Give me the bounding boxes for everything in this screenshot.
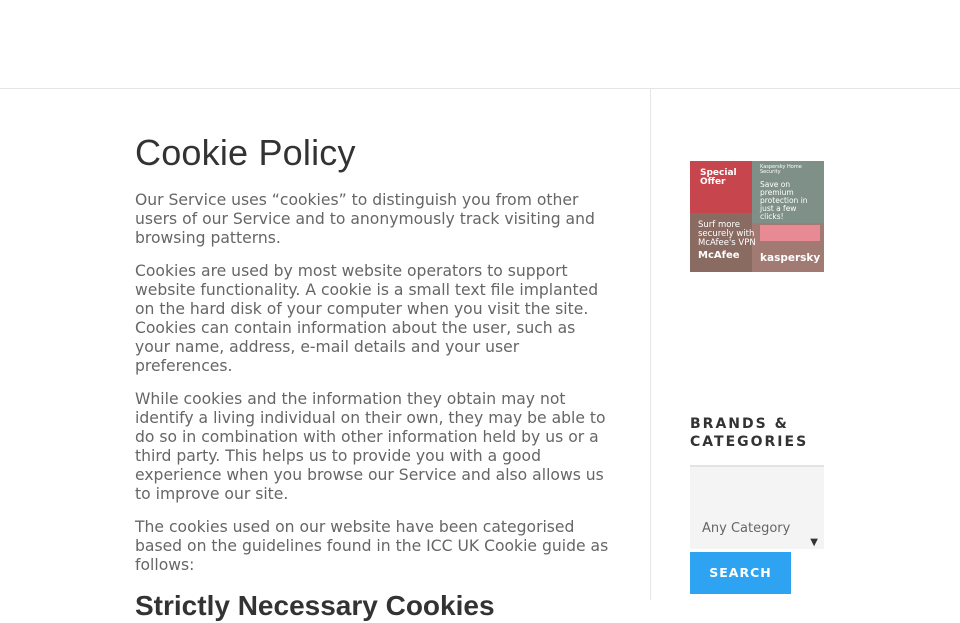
- ad-special-offer: Special Offer: [700, 168, 737, 188]
- kaspersky-logo: kaspersky: [760, 252, 821, 264]
- ad-surf-text: Surf more securely with McAfee's VPN: [698, 220, 756, 248]
- mcafee-logo: McAfee: [698, 250, 740, 261]
- section-heading: Strictly Necessary Cookies: [135, 590, 495, 621]
- widget-title: BRANDS & CATEGORIES: [690, 416, 809, 450]
- ad-banner[interactable]: [690, 161, 824, 272]
- search-button[interactable]: SEARCH: [690, 552, 791, 594]
- category-select-value: Any Category: [702, 521, 791, 536]
- paragraph-identification: While cookies and the information they obtain may not identify a living individual on their own, they may be able to do so in combination with other information held by us or a third party. This helps us to provide you with a good experience when you browse our Service and also allows us to improve our site.: [135, 390, 606, 503]
- page-title: Cookie Policy: [135, 132, 356, 173]
- site-header: [0, 0, 960, 89]
- paragraph-intro: Our Service uses “cookies” to distinguish you from other users of our Service and to anonymously track visiting and browsing patterns.: [135, 191, 595, 247]
- column-divider: [650, 89, 651, 600]
- search-input[interactable]: [690, 465, 824, 508]
- main-content: [135, 130, 615, 623]
- category-select[interactable]: [690, 508, 824, 549]
- paragraph-categories: The cookies used on our website have been categorised based on the guidelines found in the ICC UK Cookie guide as follows:: [135, 518, 609, 574]
- sidebar: [690, 161, 824, 594]
- ad-home-security: Kaspersky Home Security: [760, 164, 802, 176]
- chevron-down-icon: ▼: [810, 537, 818, 548]
- ad-save-text: Save on premium protection in just a few clicks!: [760, 180, 808, 221]
- paragraph-what-are-cookies: Cookies are used by most website operators to support website functionality. A cookie is a small text file implanted on the hard disk of your computer when you visit the site. Cookies can contain information about the user, such as your name, address, e-mail details and your user preferences.: [135, 262, 599, 375]
